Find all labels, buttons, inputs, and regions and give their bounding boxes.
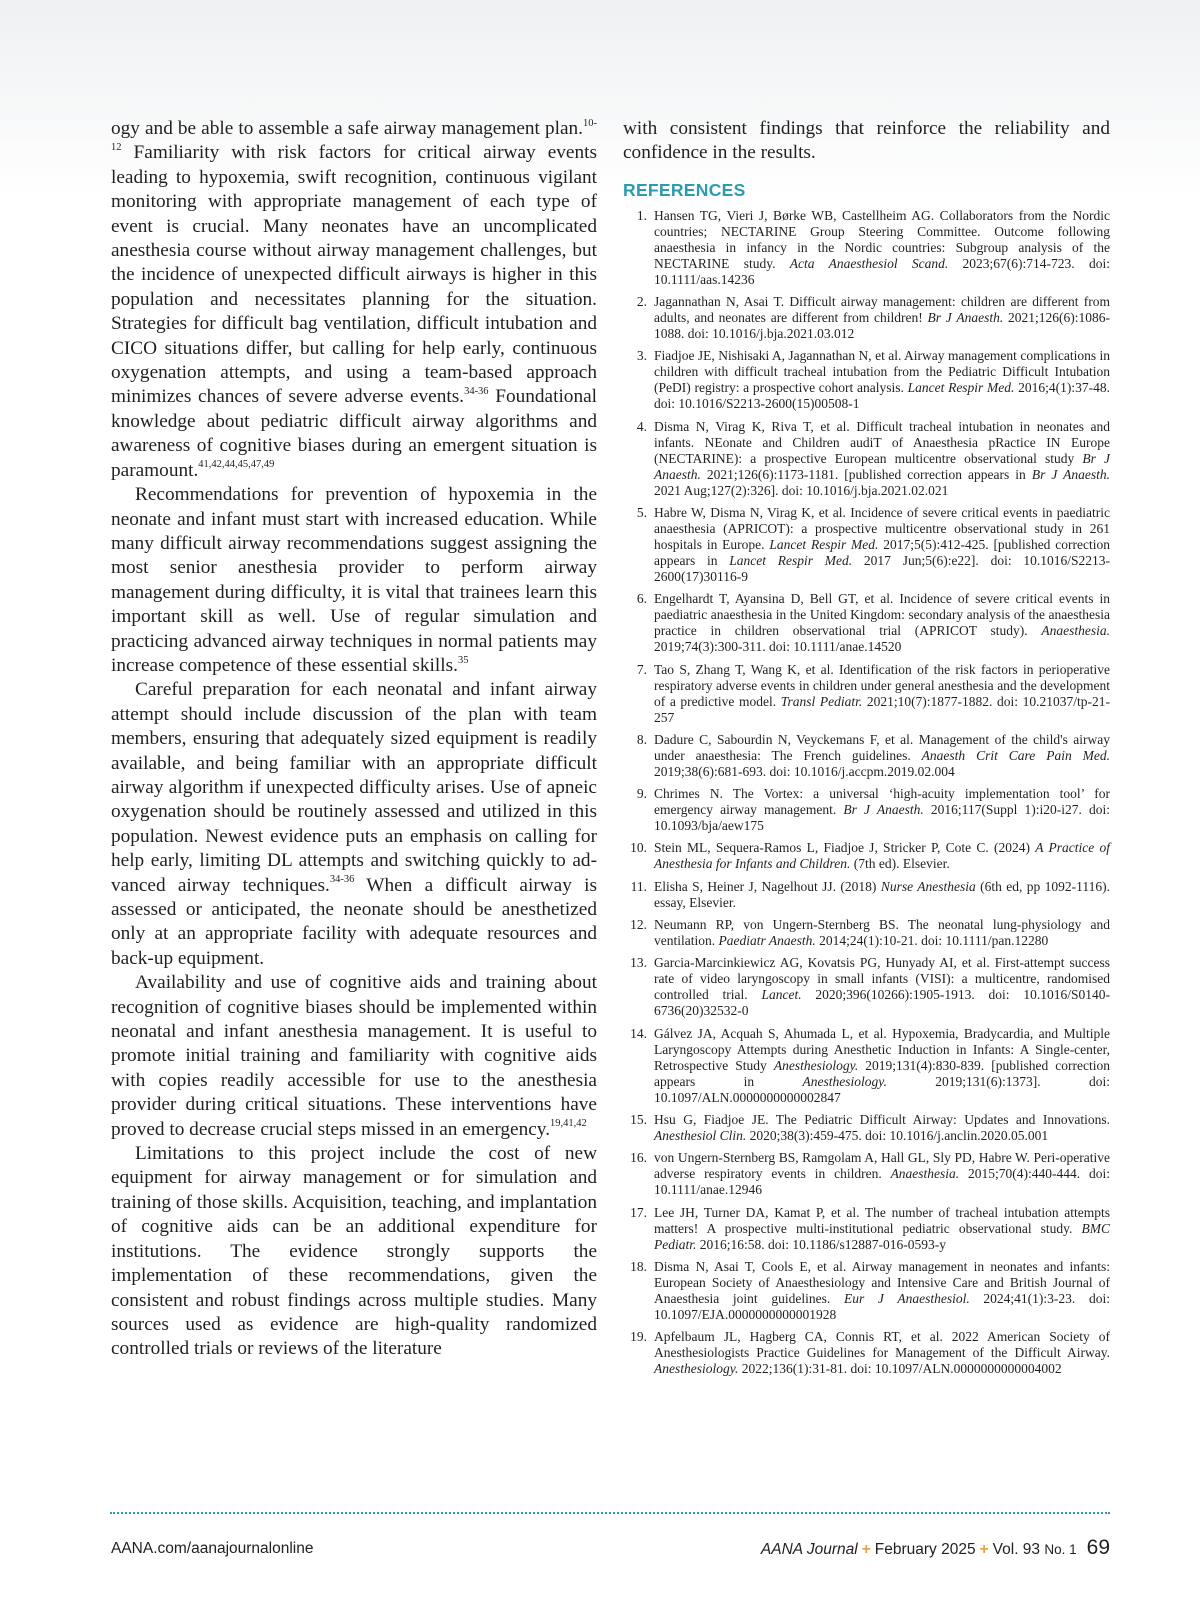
reference-item: 5. Habre W, Disma N, Virag K, et al. Incidence of severe critical events in paediatric anaesthesia (APRICOT): a prospective multicentre observational study in 261 hospitals in Europe. Lancet Respir Med. 2017;5(5):412-425. [published correction appears in Lancet Respir Med. 2017 Jun;5(6):e22]. doi: 10.1016/S2213-2600(17)30116-9 — [636, 505, 1110, 584]
citation: 19,41,42 — [550, 1118, 587, 1130]
reference-item: 6. Engelhardt T, Ayansina D, Bell GT, et al. Incidence of severe critical events in paediatric anaesthesia in the United Kingdom: secondary analysis of the anaesthesia practice in children observational trial (APRICOT study). Anaesthesia. 2019;74(3):300-311. doi: 10.1111/anae.14520 — [636, 591, 1110, 655]
page-number: 69 — [1086, 1536, 1110, 1559]
citation: 41,42,44,45,47,49 — [198, 459, 275, 471]
paragraph-3: Careful preparation for each neonatal and infant airway attempt should include discussion of the plan with team members, ensuring that adequately sized equipment is readily available, and being familiar with an appropriate difficult airway algorithm if unexpected difficulty arises. Use of apneic oxygenation should be routinely assessed and utilized in this population. Newest evidence puts an emphasis on calling for help early, limiting DL attempts and switching quickly to advanced airway techniques.$^{34-36}$ When a difficult airway is assessed or anticipated, the neonate should be anesthetized only at an appropriate facility with adequate resources and back-up equipment. — [111, 679, 597, 969]
citation: 10-12 — [111, 117, 597, 153]
reference-item: 10. Stein ML, Sequera-Ramos L, Fiadjoe J, Stricker P, Cote C. (2024) A Practice of Anesthesia for Infants and Children. (7th ed). Elsevier. — [630, 840, 1110, 872]
journal-website-link[interactable]: AANA.com/aanajournalonline — [111, 1540, 314, 1557]
citation: 34-36 — [329, 874, 355, 886]
issue-date: February 2025 — [874, 1541, 976, 1558]
paragraph-continuation: with consistent findings that reinforce the reliability and confidence in the results. — [623, 118, 1110, 164]
paragraph-1: ogy and be able to assemble a safe airway management plan.$^{10-12}$ Familiarity with risk factors for critical airway events leading to hypoxemia, swift recognition, continuous vigilant monitoring with appropriate management of each type of event is crucial. Many neonates have an uncomplicated anesthesia course without airway management challenges, but the incidence of unexpected difficult airways is higher in this population and necessitates planning for the situation. Strategies for difficult bag ventilation, difficult intubation and CICO situations differ, but calling for help early, continuous oxygenation attempts, and using a team-based approach minimizes chances of severe adverse events.$^{34-36}$ Foundational knowledge about pediatric difficult airway algorithms and awareness of cognitive biases during an emergent situation is paramount.$^{41,42,44,45,47,49}$ — [111, 117, 598, 481]
reference-item: 15. Hsu G, Fiadjoe JE. The Pediatric Difficult Airway: Updates and Innovations. Anesthesiol Clin. 2020;38(3):459-475. doi: 10.1016/j.anclin.2020.05.001 — [630, 1111, 1110, 1143]
citation: 34-36 — [464, 386, 489, 398]
paragraph-5: Limitations to this project include the cost of new equipment for airway management or for simulation and training of those skills. Acquisition, teaching, and implantation of cognitive aids can be an additional expenditure for institutions. The evidence strongly supports the implementation of these recommendations, given the consistent and robust findings across multiple studies. Many sources used as evidence are high-quality randomized controlled trials or reviews of the literature — [111, 1143, 597, 1360]
journal-name: AANA Journal — [760, 1541, 858, 1558]
reference-item: 4. Disma N, Virag K, Riva T, et al. Difficult tracheal intubation in neonates and infants. NEonate and Children audiT of Anaesthesia pRactice IN Europe (NECTARINE): a prospective European multicentre observational study Br J Anaesth. 2021;126(6):1173-1181. [published correction appears in Br J Anaesth. 2021 Aug;127(2):326]. doi: 10.1016/j.bja.2021.02.021 — [636, 418, 1110, 498]
right-column — [623, 117, 1110, 1383]
body-text-left-column — [111, 117, 597, 1362]
page-footer — [111, 1536, 1110, 1566]
references-list — [623, 208, 1110, 1377]
paragraph-4: Availability and use of cognitive aids and training about recognition of cognitive biases should be implemented within neonatal and infant anesthesia management. It is useful to promote initial training and familiarity with cognitive aids with copies readily accessible for use to the anesthesia provider during critical situations. These interventions have proved to decrease crucial steps missed in an emergency.$^{19,41,42}$ — [111, 972, 597, 1140]
reference-item: 17. Lee JH, Turner DA, Kamat P, et al. The number of tracheal intubation attempts matters! A prospective multi-institutional pediatric observational study. BMC Pediatr. 2016;16:58. doi: 10.1186/s12887-016-0593-y — [630, 1204, 1110, 1252]
issue-number: No. 1 — [1044, 1542, 1077, 1557]
reference-item: 8. Dadure C, Sabourdin N, Veyckemans F, et al. Management of the child's airway under anaesthesia: The French guidelines. Anaesth Crit Care Pain Med. 2019;38(6):681-693. doi: 10.1016/j.accpm.2019.02.004 — [636, 731, 1110, 779]
plus-separator-icon: + — [861, 1541, 871, 1558]
plus-separator-icon: + — [979, 1541, 989, 1558]
references-heading: REFERENCES — [623, 179, 746, 200]
citation: 35 — [457, 654, 469, 666]
footer-dotted-divider — [110, 1512, 1110, 1514]
reference-item: 7. Tao S, Zhang T, Wang K, et al. Identification of the risk factors in perioperative respiratory adverse events in children under general anesthesia and the development of a predictive model. Transl Pediatr. 2021;10(7):1877-1882. doi: 10.21037/tp-21-257 — [636, 661, 1110, 725]
reference-item: 19. Apfelbaum JL, Hagberg CA, Connis RT, et al. 2022 American Society of Anesthesiologists Practice Guidelines for Management of the Difficult Airway. Anesthesiology. 2022;136(1):31-81. doi: 10.1097/ALN.0000000000004002 — [630, 1329, 1110, 1377]
reference-item: 9. Chrimes N. The Vortex: a universal ‘high-acuity implementation tool’ for emergency airway management. Br J Anaesth. 2016;117(Suppl 1):i20-i27. doi: 10.1093/bja/aew175 — [636, 786, 1110, 834]
volume: Vol. 93 — [992, 1541, 1041, 1558]
reference-item: 16. von Ungern-Sternberg BS, Ramgolam A, Hall GL, Sly PD, Habre W. Peri-operative adverse respiratory events in children. Anaesthesia. 2015;70(4):440-444. doi: 10.1111/anae.12946 — [630, 1150, 1111, 1198]
reference-item: 14. Gálvez JA, Acquah S, Ahumada L, et al. Hypoxemia, Bradycardia, and Multiple Laryngoscopy Attempts during Anesthetic Induction in Infants: A Single-center, Retrospective Study Anesthesiology. 2019;131(4):830-839. [published correction appears in Anesthesiology. 2019;131(6):1373]. doi: 10.1097/ALN.0000000000002847 — [630, 1025, 1110, 1105]
reference-item: 12. Neumann RP, von Ungern-Sternberg BS. The neonatal lung-physiology and ventilation. Paediatr Anaesth. 2014;24(1):10-21. doi: 10.1111/pan.12280 — [630, 917, 1110, 949]
reference-item: 3. Fiadjoe JE, Nishisaki A, Jagannathan N, et al. Airway management complications in children with difficult tracheal intubation from the Pediatric Difficult Intubation (PeDI) registry: a prospective cohort analysis. Lancet Respir Med. 2016;4(1):37-48. doi: 10.1016/S2213-2600(15)00508-1 — [636, 348, 1110, 412]
paragraph-2: Recommendations for prevention of hypoxemia in the neonate and infant must start with increased education. While many difficult airway recommendations suggest assigning the most senior anesthesia provider to perform airway management during difficulty, it is vital that trainees learn this important skill as well. Use of regular simulation and practicing advanced airway techniques in normal patients may increase competence of these essential skills.$^{35}$ — [111, 484, 597, 676]
issue-info — [761, 1536, 1110, 1560]
reference-item: 18. Disma N, Asai T, Cools E, et al. Airway management in neonates and infants: European Society of Anaesthesiology and Intensive Care and British Journal of Anaesthesia joint guidelines. Eur J Anaesthesiol. 2024;41(1):3-23. doi: 10.1097/EJA.0000000000001928 — [630, 1258, 1110, 1322]
reference-item: 13. Garcia-Marcinkiewicz AG, Kovatsis PG, Hunyady AI, et al. First-attempt success rate of video laryngoscopy in small infants (VISI): a multicentre, randomised controlled trial. Lancet. 2020;396(10266):1905-1913. doi: 10.1016/S0140-6736(20)32532-0 — [630, 955, 1110, 1019]
reference-item: 11. Elisha S, Heiner J, Nagelhout JJ. (2018) Nurse Anesthesia (6th ed, pp 1092-1116). essay, Elsevier. — [630, 878, 1111, 910]
reference-item: 1. Hansen TG, Vieri J, Børke WB, Castellheim AG. Collaborators from the Nordic countries; NECTARINE Group Steering Committee. Outcome following anaesthesia in infancy in the Nordic countries: Subgroup analysis of the NECTARINE study. Acta Anaesthesiol Scand. 2023;67(6):714-723. doi: 10.1111/aas.14236 — [636, 207, 1110, 287]
reference-item: 2. Jagannathan N, Asai T. Difficult airway management: children are different from adults, and neonates are different from children! Br J Anaesth. 2021;126(6):1086-1088. doi: 10.1016/j.bja.2021.03.012 — [636, 294, 1110, 342]
